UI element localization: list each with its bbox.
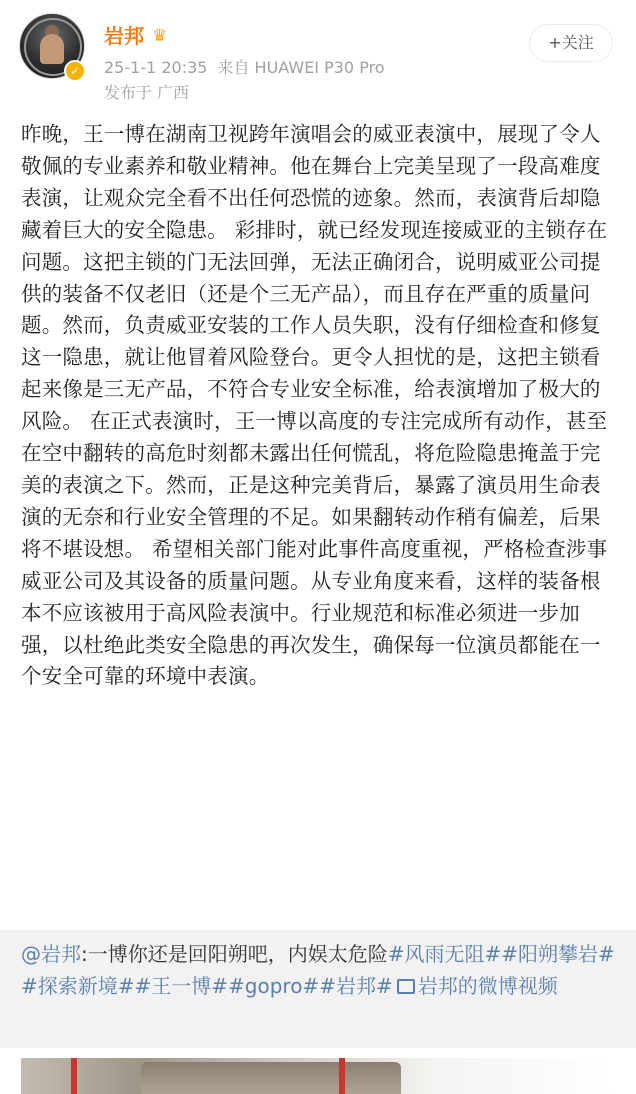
post-body: 昨晚，王一博在湖南卫视跨年演唱会的威亚表演中，展现了令人敬佩的专业素养和敬业精神。他在舞台上完美呈现了一段高难度表演，让观众完全看不出任何恐慌的迹象。然而，表演背后却隐藏着巨大的安全隐患。 彩排时，就已经发现连接威亚的主锁存在问题。这把主锁的门无法回弹，无法正确闭合，说明威亚公司提供的装备不仅老旧（还是个三无产品），而且存在严重的质量问题。然而，负责威亚安装的工作人员失职，没有仔细检查和修复这一隐患，就让他冒着风险登台。更令人担忧的是，这把主锁看起来像是三无产品，不符合专业安全标准，给表演增加了极大的风险。 在正式表演时，王一博以高度的专注完成所有动作，甚至在空中翻转的高危时刻都未露出任何慌乱，将危险隐患掩盖于完美的表演之下。然而，正是这种完美背后，暴露了演员用生命表演的无奈和行业安全管理的不足。如果翻转动作稍有偏差，后果将不堪设想。 希望相关部门能对此事件高度重视，严格检查涉事威亚公司及其设备的质量问题。从专业角度来看，这样的装备根本不应该被用于高风险表演中。行业规范和标准必须进一步加强，以杜绝此类安全隐患的再次发生，确保每一位演员都能在一个安全可靠的环境中表演。	[21, 122, 608, 689]
follow-button[interactable]: +关注	[529, 24, 613, 62]
hashtag-link[interactable]: #gopro#	[228, 974, 320, 998]
hashtag-link[interactable]: #阳朔攀岩#	[501, 942, 615, 966]
thumbnail-pole	[71, 1058, 77, 1094]
video-link[interactable]: 岩邦的微博视频	[417, 974, 558, 998]
repost-comment: :一博你还是回阳朔吧，内娱太危险	[81, 942, 388, 966]
post-header	[0, 0, 636, 110]
post-location: 发布于 广西	[104, 83, 190, 102]
hashtag-link[interactable]: #探索新境#	[21, 974, 135, 998]
post-meta	[104, 58, 385, 78]
repost-mention[interactable]: @岩邦	[21, 942, 81, 966]
hashtag-link[interactable]: #王一博#	[134, 974, 229, 998]
video-thumbnail[interactable]	[21, 1058, 615, 1094]
post-source: 来自 HUAWEI P30 Pro	[217, 58, 385, 77]
repost-text	[21, 938, 619, 1002]
repost-block[interactable]	[0, 930, 636, 1048]
avatar-figure-shape	[40, 34, 64, 64]
vip-crown-icon: ♛	[152, 26, 168, 46]
thumbnail-pole	[339, 1058, 345, 1094]
video-icon	[397, 979, 415, 994]
author-name[interactable]: 岩邦	[104, 24, 144, 48]
hashtag-link[interactable]: #岩邦#	[319, 974, 393, 998]
post-timestamp: 25-1-1 20:35	[104, 58, 208, 77]
thumbnail-rock-shape	[141, 1062, 401, 1094]
verified-badge-icon: ✓	[64, 60, 86, 82]
hashtag-link[interactable]: #风雨无阻#	[387, 942, 502, 966]
